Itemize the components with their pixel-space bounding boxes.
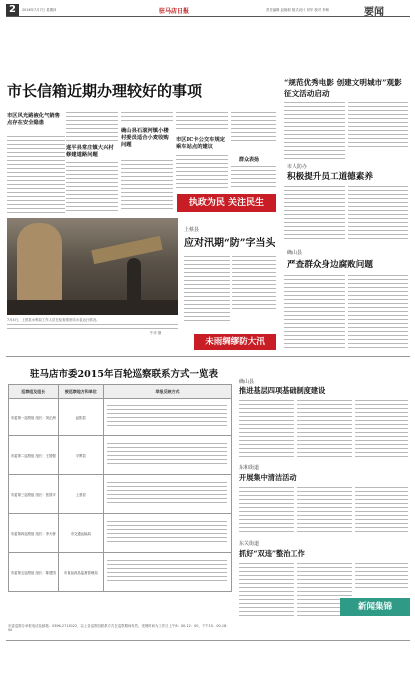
- page-number: 2: [9, 4, 16, 15]
- lead-item-title-1: 市区风光路液化气销售点存在安全隐患: [7, 113, 60, 126]
- lead-col4-text-b: [176, 155, 228, 191]
- rb-kicker-3: 东关街道: [239, 541, 260, 547]
- contact-lines: [107, 405, 227, 429]
- rb-kicker-1: 确山县: [239, 379, 255, 385]
- contact-lines: [107, 482, 227, 506]
- section-title: 要闻: [364, 7, 384, 18]
- rb-text-2c: [355, 487, 408, 533]
- contact-lines: [107, 521, 227, 545]
- masthead: 驻马店日报: [159, 8, 190, 15]
- table-title: 驻马店市委2015年百轮巡察联系方式一览表: [30, 369, 218, 380]
- rb-text-1b: [297, 400, 352, 458]
- photo-pipe-2: [91, 236, 162, 264]
- table-row: [9, 553, 232, 592]
- photo-story-col1: [184, 256, 230, 326]
- table-cell-contact: [104, 514, 232, 553]
- right-top-col1: [284, 102, 345, 162]
- lead-col3-text-a: [121, 112, 173, 126]
- table-cell-group: 市委第五巡察组 组长：陈建国: [9, 553, 59, 592]
- rb-text-3a: [239, 563, 294, 619]
- table-row: [9, 399, 232, 436]
- lead-col3-text-b: [121, 160, 173, 214]
- photo-person: [127, 258, 141, 303]
- lead-col2-text-a: [66, 112, 118, 144]
- lead-title: 市长信箱近期办理较好的事项: [7, 82, 203, 100]
- lead-item-title-5: 群众表扬: [239, 157, 260, 163]
- photo-story-kicker: 上蔡县: [184, 227, 200, 233]
- right-top-kicker-2: 市人防办: [287, 164, 308, 170]
- right-top-title-2: 积极提升员工道德素养: [287, 172, 373, 182]
- rb-title-1: 推进基层四项基础制度建设: [239, 386, 326, 395]
- table-header-cell: 举报反映方式: [104, 385, 232, 399]
- right-top-col3: [284, 186, 345, 242]
- right-top-title: “规范优秀电影 创建文明城市”观影征文活动启动: [284, 78, 402, 98]
- lead-col5-text-b: [231, 166, 276, 190]
- photo-story-title: 应对汛期“防”字当头: [184, 238, 276, 249]
- table-cell-contact: [104, 436, 232, 475]
- contact-table: [8, 384, 232, 592]
- contact-table-grid: [8, 384, 232, 592]
- table-footer: 市委巡察办举报电话及邮箱：0396-2713022，以上各巡察组联系方式在巡察期间有效，受理时间为工作日上午8：00-12：00，下午15：00-18：00: [8, 624, 230, 632]
- contact-lines: [107, 560, 227, 584]
- right-top-col4: [348, 186, 408, 242]
- editor-line: 责任编辑 赵晓莉 版式设计 刘华 校对 李林: [266, 8, 330, 12]
- table-cell-group: 市委第一巡察组 组长：刘正洲: [9, 399, 59, 436]
- photo-credit: 牛彦 摄: [150, 331, 162, 335]
- photo-story-banner: 未雨绸缪防大汛: [194, 334, 276, 350]
- right-mid-kicker: 确山县: [287, 250, 303, 256]
- rb-banner: [340, 598, 410, 616]
- page-number-box: [6, 4, 19, 16]
- lead-item-title-3: 确山县石滚河镇小楼村委员适合小麦收购问题: [121, 128, 169, 148]
- table-cell-unit: 上蔡县: [58, 475, 104, 514]
- lead-item-title-4: 市区IC卡公交车规定乘车站点的建议: [176, 137, 226, 150]
- photo-floor: [7, 300, 178, 315]
- table-cell-unit: 市交通运输局: [58, 514, 104, 553]
- lead-col5-text-a: [231, 112, 276, 146]
- contact-lines: [107, 443, 227, 467]
- table-cell-group: 市委第三巡察组 组长：张国平: [9, 475, 59, 514]
- lead-col2-text-b: [66, 162, 118, 216]
- right-mid-title: 严查群众身边腐败问题: [287, 260, 373, 270]
- right-mid-col2: [348, 275, 408, 350]
- lead-col4-text-a: [176, 112, 228, 134]
- lead-banner: 执政为民 关注民生: [177, 194, 276, 212]
- table-row: [9, 475, 232, 514]
- page-header: [6, 3, 410, 17]
- table-header-row: [9, 385, 232, 399]
- table-cell-unit: 平舆县: [58, 436, 104, 475]
- rb-text-3c: [355, 563, 408, 593]
- right-mid-col1: [284, 275, 345, 350]
- rb-text-2a: [239, 487, 294, 533]
- table-cell-unit: 泌阳县: [58, 399, 104, 436]
- photo-story-photo: [7, 218, 178, 315]
- table-header-cell: 巡察组及组长: [9, 385, 59, 399]
- table-cell-group: 市委第四巡察组 组长：李天桥: [9, 514, 59, 553]
- rb-text-2b: [297, 487, 352, 533]
- table-header-cell: 被巡察地方和单位: [58, 385, 104, 399]
- rb-kicker-2: 东和街道: [239, 465, 260, 471]
- photo-caption: 7月4日，上蔡县水利局工作人员在检查排涝站水泵运行情况。: [7, 318, 100, 322]
- table-cell-contact: [104, 399, 232, 436]
- section-divider: [6, 356, 410, 357]
- table-cell-contact: [104, 475, 232, 514]
- lead-item-title-2: 遂平县常庄镇大兴村修建道路问题: [66, 145, 114, 158]
- rb-banner-label: 新闻集锦: [357, 602, 392, 612]
- table-cell-unit: 市食品药品监督管理局: [58, 553, 104, 592]
- table-row: [9, 514, 232, 553]
- table-row: [9, 436, 232, 475]
- rb-text-1a: [239, 400, 294, 458]
- rb-text-1c: [355, 400, 408, 458]
- photo-story-col2: [232, 256, 276, 312]
- photo-pipe: [17, 223, 62, 303]
- right-top-col2: [348, 102, 408, 152]
- rb-title-3: 抓好“双违”整治工作: [239, 549, 305, 558]
- table-cell-group: 市委第二巡察组 组长：王国强: [9, 436, 59, 475]
- page-bottom-rule: [6, 640, 410, 641]
- table-cell-contact: [104, 553, 232, 592]
- rb-title-2: 开展集中清洁活动: [239, 473, 297, 482]
- date-line: 2016年7月7日 星期四: [22, 8, 57, 12]
- lead-col1-text: [7, 136, 65, 216]
